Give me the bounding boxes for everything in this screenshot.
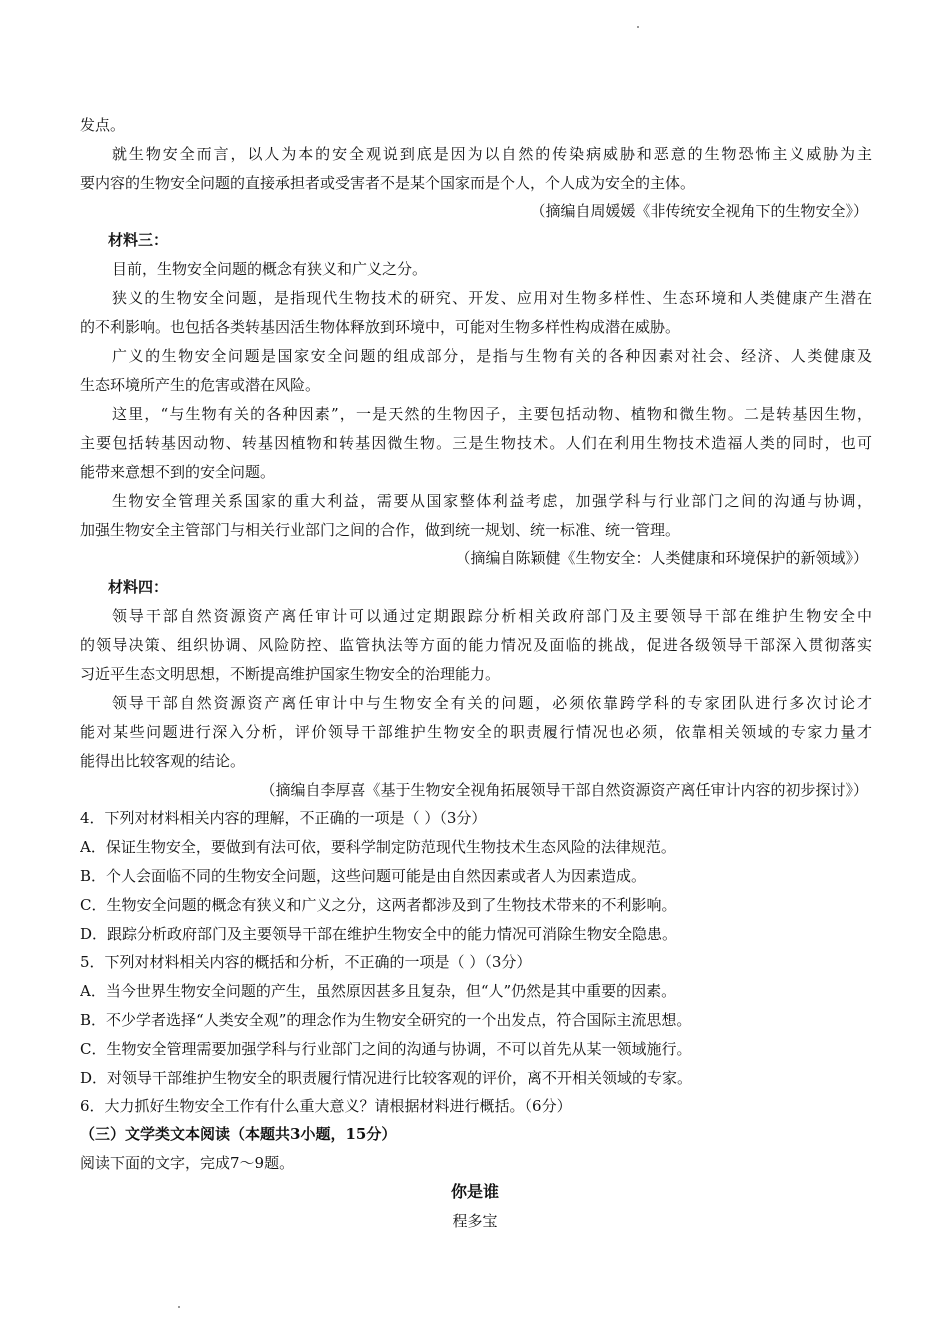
question-4: 4．下列对材料相关内容的理解，不正确的一项是（ ）（3分） xyxy=(80,809,487,827)
text-line: 要内容的生物安全问题的直接承担者或受害者不是某个国家而是个人，个人成为安全的主体。 xyxy=(80,174,696,192)
story-title: 你是谁 xyxy=(450,1182,499,1201)
paragraph-line: 广义的生物安全问题是国家安全问题的组成部分，是指与生物有关的各种因素对社会、经济、人类健康及 xyxy=(112,347,872,365)
question-5: 5．下列对材料相关内容的概括和分析，不正确的一项是（ ）（3分） xyxy=(80,953,532,971)
section-heading: （三）文学类文本阅读（本题共3小题，15分） xyxy=(80,1125,397,1143)
source-citation: （摘编自陈颖健《生物安全：人类健康和环境保护的新领域》） xyxy=(455,549,868,567)
option-d: D．跟踪分析政府部门及主要领导干部在维护生物安全中的能力情况可消除生物安全隐患。 xyxy=(80,925,678,943)
text-line: 发点。 xyxy=(80,116,126,134)
paragraph-line: 领导干部自然资源资产离任审计可以通过定期跟踪分析相关政府部门及主要领导干部在维护生物安全中 xyxy=(112,607,872,625)
paragraph-line: 生物安全管理关系国家的重大利益，需要从国家整体利益考虑，加强学科与行业部门之间的沟通与协调， xyxy=(112,492,872,510)
text-line: 加强生物安全主管部门与相关行业部门之间的合作，做到统一规划、统一标准、统一管理。 xyxy=(80,521,681,539)
paragraph-line: 领导干部自然资源资产离任审计中与生物安全有关的问题，必须依靠跨学科的专家团队进行多次讨论才 xyxy=(112,694,872,712)
question-6: 6．大力抓好生物安全工作有什么重大意义？请根据材料进行概括。（6分） xyxy=(80,1097,572,1115)
instruction: 阅读下面的文字，完成7～9题。 xyxy=(80,1154,295,1172)
text-line: 的领导决策、组织协调、风险防控、监管执法等方面的能力情况及面临的挑战，促进各级领导干部深入贯彻落实 xyxy=(80,636,872,654)
page-mark xyxy=(637,26,639,28)
text-line: 习近平生态文明思想，不断提高维护国家生物安全的治理能力。 xyxy=(80,665,501,683)
material-heading: 材料四： xyxy=(108,578,169,596)
page-mark xyxy=(178,1306,180,1308)
option-c: C．生物安全问题的概念有狭义和广义之分，这两者都涉及到了生物技术带来的不利影响。 xyxy=(80,896,677,914)
paragraph-line: 这里，“与生物有关的各种因素”，一是天然的生物因子，主要包括动物、植物和微生物。二是转基因生物， xyxy=(112,405,872,423)
text-line: 的不利影响。也包括各类转基因活生物体释放到环境中，可能对生物多样性构成潜在威胁。 xyxy=(80,318,681,336)
text-line: 能得出比较客观的结论。 xyxy=(80,752,246,770)
source-citation: （摘编自李厚喜《基于生物安全视角拓展领导干部自然资源资产离任审计内容的初步探讨》） xyxy=(260,781,868,799)
option-a: A．保证生物安全，要做到有法可依，要科学制定防范现代生物技术生态风险的法律规范。 xyxy=(80,838,676,856)
material-heading: 材料三： xyxy=(108,231,169,249)
story-author: 程多宝 xyxy=(452,1212,498,1230)
text-line: 能对某些问题进行深入分析，评价领导干部维护生物安全的职责履行情况也必须，依靠相关领域的专家力量才 xyxy=(80,723,872,741)
paragraph-line: 狭义的生物安全问题，是指现代生物技术的研究、开发、应用对生物多样性、生态环境和人类健康产生潜在 xyxy=(112,289,872,307)
text-line: 生态环境所产生的危害或潜在风险。 xyxy=(80,376,321,394)
option-b: B．个人会面临不同的生物安全问题，这些问题可能是由自然因素或者人为因素造成。 xyxy=(80,867,647,885)
option-c: C．生物安全管理需要加强学科与行业部门之间的沟通与协调，不可以首先从某一领域施行。 xyxy=(80,1040,692,1058)
text-line: 能带来意想不到的安全问题。 xyxy=(80,463,276,481)
option-b: B．不少学者选择“人类安全观”的理念作为生物安全研究的一个出发点，符合国际主流思想。 xyxy=(80,1011,692,1029)
paragraph-line: 目前，生物安全问题的概念有狭义和广义之分。 xyxy=(112,260,428,278)
text-line: 主要包括转基因动物、转基因植物和转基因微生物。三是生物技术。人们在利用生物技术造福人类的同时，也可 xyxy=(80,434,872,452)
option-a: A．当今世界生物安全问题的产生，虽然原因甚多且复杂，但“人”仍然是其中重要的因素。 xyxy=(80,982,677,1000)
option-d: D．对领导干部维护生物安全的职责履行情况进行比较客观的评价，离不开相关领域的专家。 xyxy=(80,1069,693,1087)
source-citation: （摘编自周媛媛《非传统安全视角下的生物安全》） xyxy=(530,202,868,220)
paragraph-line: 就生物安全而言，以人为本的安全观说到底是因为以自然的传染病威胁和恶意的生物恐怖主义威胁为主 xyxy=(112,145,872,163)
